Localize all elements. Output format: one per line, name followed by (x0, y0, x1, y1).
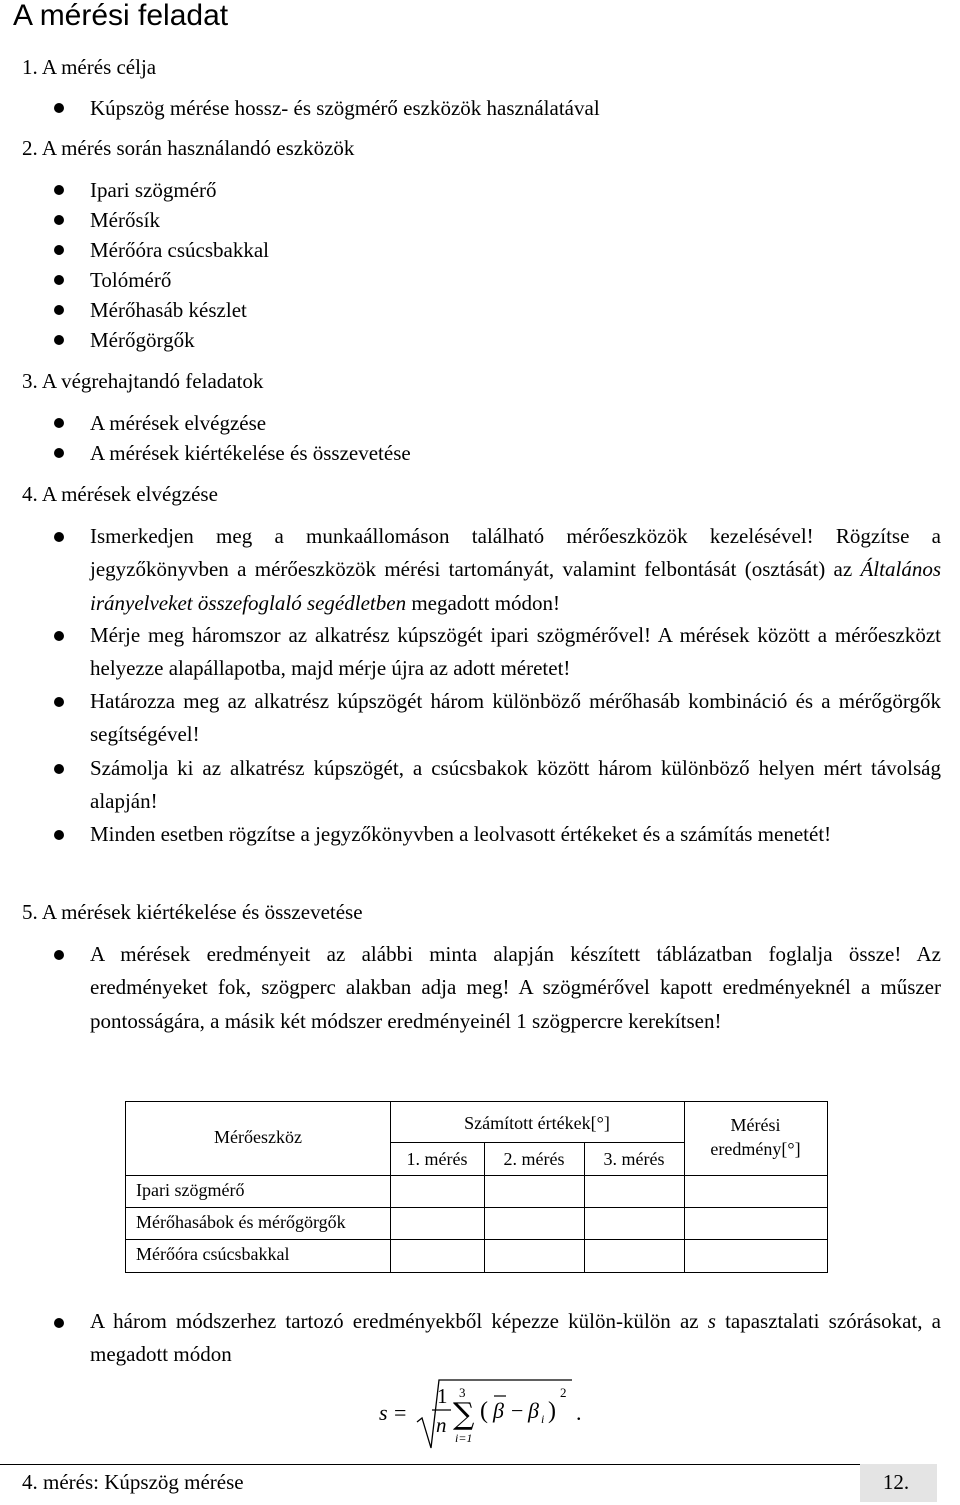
table-grid-line (126, 1207, 827, 1208)
paragraph: Minden esetben rögzítse a jegyzőkönyvben a leolvasott értékeket és a számítás menetét! (90, 822, 832, 846)
table-header-result: eredmény[°] (710, 1139, 801, 1159)
bullet-icon (54, 532, 64, 542)
formula-period: . (576, 1400, 582, 1425)
paragraph: Határozza meg az alkatrész kúpszögét három különböző mérőhasáb kombináció és a mérőgörgők segítségével! (90, 689, 941, 747)
bullet-icon (54, 448, 64, 458)
table-subheader: 1. mérés (406, 1149, 468, 1169)
bullet-icon (54, 631, 64, 641)
section-heading-2: 2. A mérés során használandó eszközök (22, 136, 355, 160)
formula-beta-i: β (528, 1398, 539, 1423)
table-header-tool: Mérőeszköz (214, 1127, 302, 1147)
bullet-icon (54, 245, 64, 255)
bullet-icon (54, 305, 64, 315)
list-item: Ipari szögmérő (90, 178, 217, 202)
paragraph-text: tapasztalati szórásokat, a megadott módon (90, 1309, 941, 1367)
bullet-icon (54, 215, 64, 225)
section-heading-5: 5. A mérések kiértékelése és összevetése (22, 900, 363, 924)
formula-exponent: 2 (560, 1385, 567, 1400)
paragraph: Számolja ki az alkatrész kúpszögét, a csúcsbakok között három különböző helyen mért távolság alapján! (90, 756, 941, 814)
section-heading-3: 3. A végrehajtandó feladatok (22, 369, 264, 393)
list-item: Tolómérő (90, 268, 172, 292)
variable-s: s (707, 1309, 716, 1333)
list-item: Kúpszög mérése hossz- és szögmérő eszközök használatával (90, 96, 600, 120)
paragraph-text: Ismerkedjen meg a munkaállomáson található mérőeszközök kezelésével! Rögzítse a jegyzőkönyvben a mérőeszközök mérési tartományát, valamint felbontását (osztását) az (90, 524, 941, 582)
table-row-label: Ipari szögmérő (136, 1180, 245, 1200)
section-heading-4: 4. A mérések elvégzése (22, 482, 218, 506)
paragraph-text: megadott módon! (406, 590, 561, 615)
paragraph-text: A három módszerhez tartozó eredményekből képezze külön-külön az (90, 1309, 708, 1333)
formula-denominator: n (436, 1413, 447, 1437)
formula-s: s (379, 1400, 388, 1425)
list-item: Mérőhasáb készlet (90, 298, 247, 322)
formula-beta-mean: β (493, 1398, 504, 1423)
formula-equals: = (394, 1400, 407, 1425)
bullet-icon (54, 830, 64, 840)
bullet-icon (54, 697, 64, 707)
sum-lower-limit: i=1 (455, 1431, 473, 1445)
reference-title: Általános irányelveket összefoglaló segédletben (90, 557, 941, 615)
page-number: 12. (882, 1470, 910, 1494)
table-grid-line (390, 1142, 684, 1143)
sum-sign: ∑ (453, 1397, 475, 1432)
bullet-icon (54, 275, 64, 285)
table-subheader: 2. mérés (503, 1149, 565, 1169)
paragraph: A mérések eredményeit az alábbi minta alapján készített táblázatban foglalja össze! Az eredményeket fok, szögperc alakban adja meg! A szögmérővel kapott eredményeknél a műszer pontosságára, a másik két módszer eredményeinél 1 szögpercre kerekítsen! (90, 942, 941, 1033)
list-item: A mérések kiértékelése és összevetése (90, 441, 411, 465)
list-item: A mérések elvégzése (90, 411, 267, 435)
standard-deviation-formula (376, 1372, 616, 1452)
bullet-icon (54, 1318, 64, 1328)
results-table (125, 1101, 828, 1273)
list-item: Mérőóra csúcsbakkal (90, 238, 270, 262)
bullet-icon (54, 103, 64, 113)
section-heading-1: 1. A mérés célja (22, 55, 157, 79)
table-grid-line (126, 1175, 827, 1176)
paragraph: Mérje meg háromszor az alkatrész kúpszögét ipari szögmérővel! A mérések között a mérőeszközt helyezze alapállapotba, majd mérje újra az adott méretet! (90, 623, 941, 681)
bullet-icon (54, 950, 64, 960)
paragraph (90, 520, 941, 620)
formula-index-i: i (541, 1412, 545, 1426)
page-title: A mérési feladat (13, 0, 229, 32)
table-header-calculated: Számított értékek[°] (464, 1113, 610, 1133)
table-header-result: Mérési (730, 1115, 781, 1135)
left-paren: ( (480, 1398, 488, 1424)
paragraph (90, 1305, 941, 1372)
table-subheader: 3. mérés (603, 1149, 665, 1169)
formula-minus: − (511, 1398, 524, 1423)
table-row-label: Mérőhasábok és mérőgörgők (136, 1212, 346, 1232)
bullet-icon (54, 764, 64, 774)
footer-rule (0, 1464, 860, 1465)
bullet-icon (54, 185, 64, 195)
bullet-icon (54, 335, 64, 345)
sum-upper-limit: 3 (459, 1385, 466, 1400)
list-item: Mérősík (90, 208, 160, 232)
table-grid-line (126, 1239, 827, 1240)
footer-text: 4. mérés: Kúpszög mérése (22, 1470, 244, 1494)
list-item: Mérőgörgők (90, 328, 195, 352)
bullet-icon (54, 418, 64, 428)
formula-numerator: 1 (437, 1384, 448, 1408)
table-row-label: Mérőóra csúcsbakkal (136, 1244, 290, 1264)
right-paren: ) (548, 1398, 556, 1424)
